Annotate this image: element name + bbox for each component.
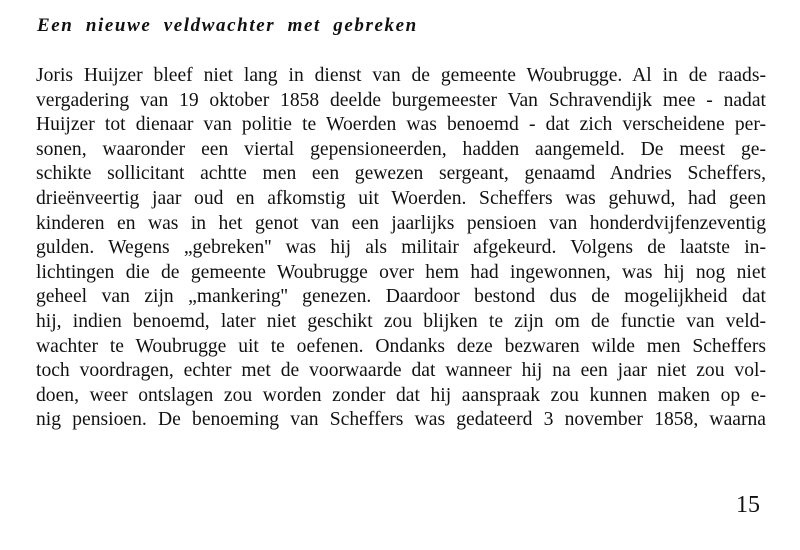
text-line: Joris Huijzer bleef niet lang in dienst van de gemeente Woubrugge. Al in de raads- xyxy=(36,65,766,86)
text-line: drieënveertig jaar oud en afkomstig uit Woerden. Scheffers was gehuwd, had geen xyxy=(36,187,766,209)
body-text xyxy=(36,64,766,433)
text-line: gulden. Wegens „gebreken'' was hij als militair afgekeurd. Volgens de laatste in- xyxy=(36,237,766,259)
text-line: wachter te Woubrugge uit te oefenen. Ondanks deze bezwaren wilde men Scheffers xyxy=(36,335,766,357)
text-line: schikte sollicitant achtte men een gewezen sergeant, genaamd Andries Scheffers, xyxy=(36,163,766,185)
text-line: nig pensioen. De benoeming van Scheffers was gedateerd 3 november 1858, waarna xyxy=(36,409,766,431)
section-heading: Een nieuwe veldwachter met gebreken xyxy=(37,15,418,36)
text-line: lichtingen die de gemeente Woubrugge over hem had ingewonnen, was hij nog niet xyxy=(36,261,766,283)
text-line: sonen, waaronder een viertal gepensioneerden, hadden aangemeld. De meest ge- xyxy=(36,138,766,160)
text-line: geheel van zijn „mankering'' genezen. Daardoor bestond dus de mogelijkheid dat xyxy=(36,286,766,308)
text-line: hij, indien benoemd, later niet geschikt zou blijken te zijn om de functie van veld- xyxy=(36,310,766,332)
text-line: kinderen en was in het genot van een jaarlijks pensioen van honderdvijfenzeventig xyxy=(36,212,766,234)
text-line: vergadering van 19 oktober 1858 deelde burgemeester Van Schravendijk mee - nadat xyxy=(36,89,766,111)
page-number: 15 xyxy=(736,492,760,518)
text-line: doen, weer ontslagen zou worden zonder dat hij aanspraak zou kunnen maken op e- xyxy=(36,384,766,406)
text-line: Huijzer tot dienaar van politie te Woerden was benoemd - dat zich verscheidene per- xyxy=(36,114,766,136)
text-line: toch voordragen, echter met de voorwaarde dat wanneer hij na een jaar niet zou vol- xyxy=(36,360,766,382)
